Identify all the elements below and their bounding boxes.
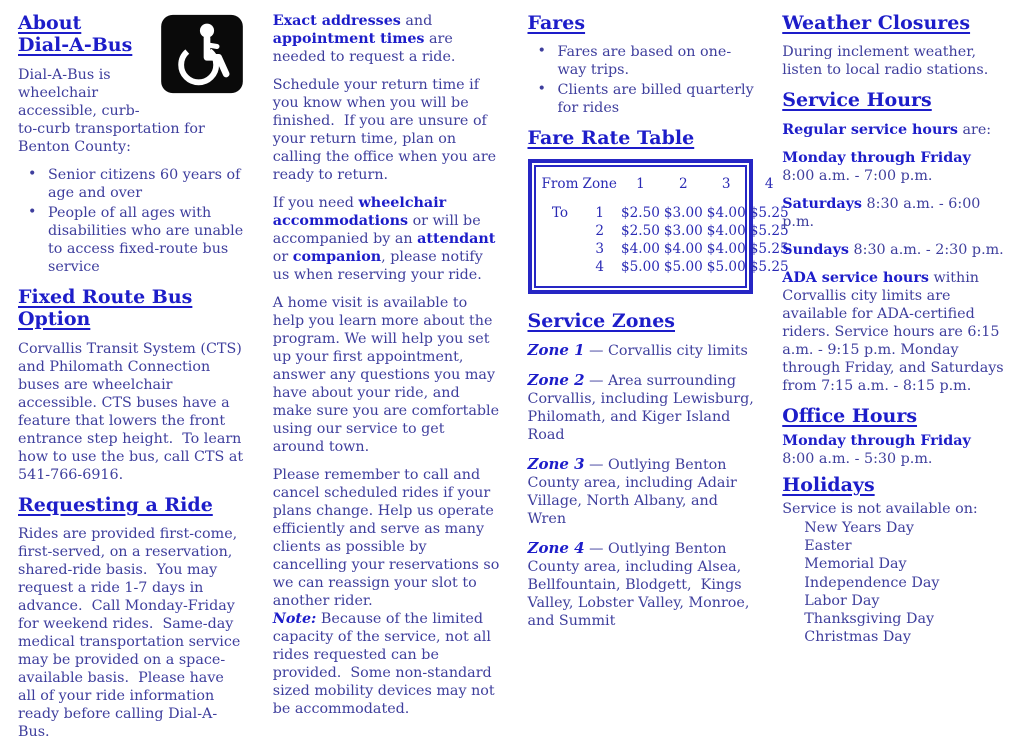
list-item: Labor Day xyxy=(804,592,880,609)
about-dial-a-bus-heading: About Dial-A-Bus xyxy=(18,12,133,57)
table-row: 2 $2.50 $3.00 $4.00 $5.25 xyxy=(595,222,789,239)
fare-table-box xyxy=(528,159,789,294)
list-item: New Years Day xyxy=(804,519,914,536)
service-hours-heading: Service Hours xyxy=(782,89,932,112)
list-item: • Clients are billed quarterly for rides xyxy=(528,81,756,117)
note-paragraph: Note: Because of the limited capacity of the service, not all rides requested can be provided. Some non-standard sized mobility devices may not be accommodated. xyxy=(272,611,500,717)
eligibility-list xyxy=(18,166,246,276)
table-row: To 1 $2.50 $3.00 $4.00 $5.25 xyxy=(551,204,789,221)
cancellation-paragraph: Please remember to call and cancel scheduled rides if your plans change. Help us operate efficiently and serve as many clients as possible by cancelling your reservations so we can reassign your slot to another rider. xyxy=(272,467,504,609)
fares-heading: Fares xyxy=(527,12,586,34)
saturday-hours: Saturdays 8:30 a.m. - 6:00 p.m. xyxy=(782,195,985,230)
weather-closures-heading: Weather Closures xyxy=(782,12,971,34)
list-item: Memorial Day xyxy=(804,556,907,573)
zone-3-item: Zone 3 — Outlying Benton County area, including Adair Village, North Albany, and Wren xyxy=(527,455,742,528)
list-item: • Senior citizens 60 years of age and over xyxy=(18,166,246,202)
column-ride-details xyxy=(272,12,504,717)
list-item: Easter xyxy=(804,537,852,554)
weather-text: During inclement weather, listen to local radio stations. xyxy=(782,44,989,79)
fare-rate-table-heading: Fare Rate Table xyxy=(527,127,695,150)
requesting-a-ride-heading: Requesting a Ride xyxy=(18,493,213,516)
list-item: Christmas Day xyxy=(804,629,911,646)
regular-hours-lead: Regular service hours are: xyxy=(782,121,992,138)
column-hours xyxy=(782,12,1010,646)
requesting-text: Rides are provided first-come, first-served, on a reservation, shared-ride basis. You may request a ride 1-7 days in advance. Call Monday-Friday for weekend rides. Same-day medical transportation service may be provided on a space-available basis. Please have all of your ride information ready before calling Dial-A-Bus. xyxy=(18,526,245,741)
table-header-row: From Zone 1 2 3 4 xyxy=(541,175,774,192)
wheelchair-icon xyxy=(160,14,244,94)
fares-list xyxy=(528,43,759,117)
office-hours-heading: Office Hours xyxy=(782,404,918,427)
accommodations-paragraph: If you need wheelchair accommodations or will be accompanied by an attendant or companion, please notify us when reserving your ride. xyxy=(272,195,500,283)
sunday-hours: Sundays 8:30 a.m. - 2:30 p.m. xyxy=(782,241,1004,258)
holidays-heading: Holidays xyxy=(782,474,875,497)
list-item: • People of all ages with disabilities who are unable to access fixed-route bus service xyxy=(18,204,246,276)
fare-rate-table xyxy=(540,175,791,276)
about-text: Dial-A-Bus is wheelchair accessible, curb-to-curb transportation for Benton County: xyxy=(18,66,210,155)
list-item: Independence Day xyxy=(804,574,940,591)
addresses-paragraph: Exact addresses and appointment times are needed to request a ride. xyxy=(272,13,458,65)
fixed-route-text: Corvallis Transit System (CTS) and Philomath Connection buses are wheelchair accessible. CTS buses have a feature that lowers the front entrance step height. To learn how to use the bus, call CTS at 541-766-6916. xyxy=(18,340,248,483)
holidays-lead: Service is not available on: xyxy=(782,500,978,517)
table-row: 3 $4.00 $4.00 $4.00 $5.25 xyxy=(595,240,789,257)
weekday-hours: Monday through Friday 8:00 a.m. - 7:00 p.m. xyxy=(782,149,971,184)
column-fares-zones xyxy=(527,12,789,630)
service-zones-heading: Service Zones xyxy=(527,309,675,332)
column-about xyxy=(18,12,248,741)
home-visit-paragraph: A home visit is available to help you learn more about the program. We will help you set up your first appointment, answer any questions you may have about your ride, and make sure you are comfortable using our service to get around town. xyxy=(272,295,504,455)
fixed-route-heading: Fixed Route Bus Option xyxy=(18,285,193,331)
list-item: • Fares are based on one-way trips. xyxy=(528,43,756,79)
ada-hours-paragraph: ADA service hours within Corvallis city limits are available for ADA-certified riders. Service hours are 6:15 a.m. - 9:15 p.m. Monday through Friday, and Saturdays from 7:15 a.m. - 8:15 p.m. xyxy=(782,269,1009,394)
office-hours: Monday through Friday 8:00 a.m. - 5:30 p.m. xyxy=(782,433,971,468)
zone-4-item: Zone 4 — Outlying Benton County area, including Alsea, Bellfountain, Blodgett, Kings Valley, Lobster Valley, Monroe, and Summit xyxy=(527,539,754,630)
zone-2-item: Zone 2 — Area surrounding Corvallis, including Lewisburg, Philomath, and Kiger Island Road xyxy=(527,371,759,444)
table-row: 4 $5.00 $5.00 $5.00 $5.25 xyxy=(595,258,789,275)
zone-1-item: Zone 1 — Corvallis city limits xyxy=(527,341,748,360)
return-time-paragraph: Schedule your return time if you know when you will be finished. If you are unsure of your return time, plan on calling the office when you are ready to return. xyxy=(272,77,501,183)
holidays-list xyxy=(782,519,1010,647)
list-item: Thanksgiving Day xyxy=(804,611,935,628)
